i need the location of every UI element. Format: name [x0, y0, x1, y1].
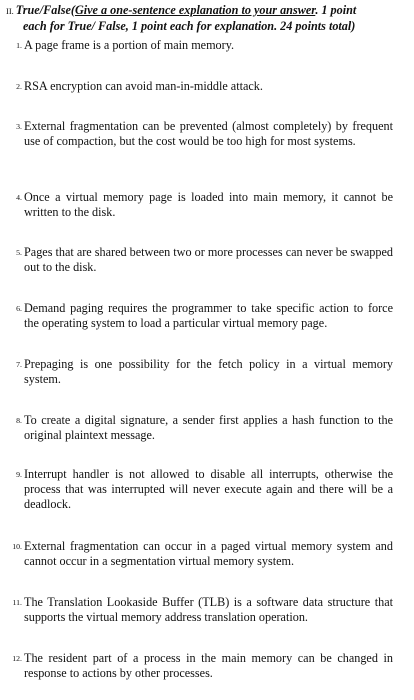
question-number: 1. [16, 41, 22, 50]
question-text: The resident part of a process in the main memory can be changed in response to actions by other processes. [24, 651, 393, 680]
section-instruction-underlined: Give a one-sentence explanation to your answer [74, 3, 316, 17]
question-item [0, 467, 414, 512]
question-number: 10. [12, 542, 22, 551]
question-item [0, 79, 414, 94]
question-text: Once a virtual memory page is loaded into main memory, it cannot be written to the disk. [24, 190, 393, 219]
question-text: Prepaging is one possibility for the fetch policy in a virtual memory system. [24, 357, 393, 386]
question-number: 7. [16, 360, 22, 369]
question-item [0, 190, 414, 220]
question-number: 3. [16, 122, 22, 131]
question-item [0, 38, 414, 53]
question-text: A page frame is a portion of main memory. [24, 38, 235, 52]
question-number: 4. [16, 193, 22, 202]
question-item [0, 357, 414, 387]
question-item [0, 595, 414, 625]
question-number: 6. [16, 304, 22, 313]
question-text: External fragmentation can occur in a paged virtual memory system and cannot occur in a segmentation virtual memory system. [24, 539, 393, 568]
section-title: True/False( [15, 3, 75, 17]
question-text: Pages that are shared between two or more processes can never be swapped out to the disk. [24, 245, 393, 274]
question-number: 9. [16, 470, 22, 479]
section-points-text: . 1 point [315, 3, 357, 17]
question-item [0, 413, 414, 443]
question-item [0, 651, 414, 681]
question-item [0, 119, 414, 149]
question-item [0, 301, 414, 331]
question-text: RSA encryption can avoid man-in-middle attack. [24, 79, 263, 93]
section-header-line2: each for True/ False, 1 point each for explanation. 24 points total) [23, 19, 356, 33]
question-item [0, 245, 414, 275]
section-header [6, 3, 400, 34]
question-item [0, 539, 414, 569]
question-number: 11. [12, 598, 22, 607]
question-text: Demand paging requires the programmer to take specific action to force the operating system to load a particular virtual memory page. [24, 301, 393, 330]
question-number: 2. [16, 82, 22, 91]
question-text: External fragmentation can be prevented (almost completely) by frequent use of compaction, but the cost would be too high for most systems. [24, 119, 393, 148]
question-text: To create a digital signature, a sender first applies a hash function to the original plaintext message. [24, 413, 393, 442]
question-text: Interrupt handler is not allowed to disable all interrupts, otherwise the process that was interrupted will never execute again and there will be a deadlock. [24, 467, 393, 511]
question-number: 12. [12, 654, 22, 663]
question-text: The Translation Lookaside Buffer (TLB) is a software data structure that supports the virtual memory address translation operation. [24, 595, 393, 624]
question-number: 8. [16, 416, 22, 425]
section-number: II. [6, 6, 14, 16]
question-number: 5. [16, 248, 22, 257]
